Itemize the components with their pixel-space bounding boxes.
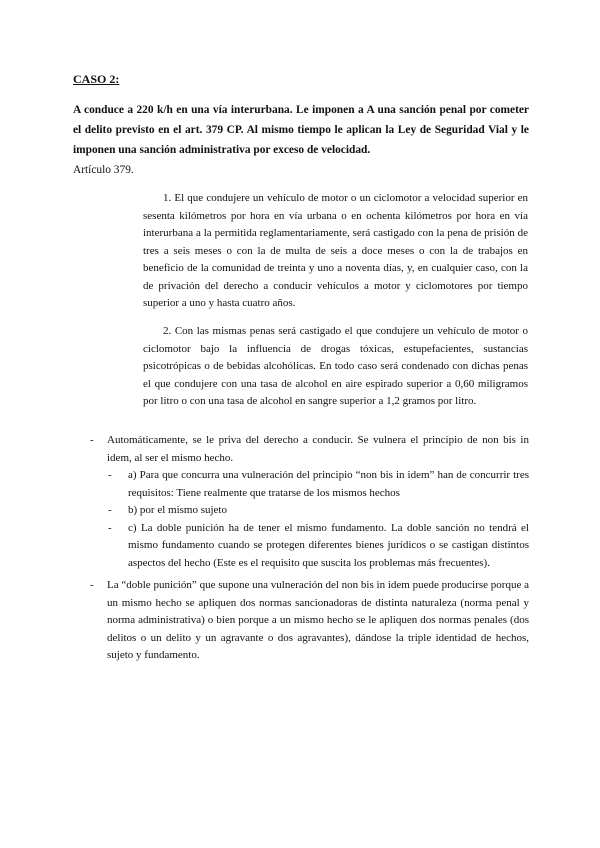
analysis-list — [73, 432, 529, 665]
list-item — [73, 432, 529, 572]
article-paragraph-2 — [143, 323, 528, 411]
bullet-dash: - — [108, 469, 112, 481]
sublist-item — [107, 520, 529, 573]
requirements-sublist — [107, 467, 529, 572]
case-title: CASO 2: — [73, 72, 120, 86]
bullet-dash: - — [108, 521, 112, 534]
bullet-dash: - — [90, 434, 94, 446]
sublist-item — [107, 467, 529, 502]
article-paragraph-1-text: 1. El que condujere un vehículo de motor o un ciclomotor a velocidad superior en sesenta kilómetros por hora en vía urbana o en ochenta kilómetros por hora en vía interurbana a la permitida reglamentariamente, será castigado con la pena de prisión de tres a seis meses o con la de multa de seis a doce meses o con la de trabajos en beneficio de la comunidad de treinta y uno a noventa días, y, en cualquier caso, con la de privación del derecho a conducir vehículos a motor y ciclomotores por tiempo superior a uno y hasta cuatro años. — [143, 192, 528, 309]
article-paragraph-2-text: 2. Con las mismas penas será castigado el que condujere un vehículo de motor o ciclomotor bajo la influencia de drogas tóxicas, estupefacientes, sustancias psicotrópicas o de bebidas alcohólicas. En todo caso será condenado con dichas penas el que condujere con una tasa de alcohol en aire espirado superior a 0,60 miligramos por litro o con una tasa de alcohol en sangre superior a 1,2 gramos por litro. — [143, 325, 528, 407]
list-item-text: La “doble punición” que supone una vulneración del non bis in idem puede producirse porque a un mismo hecho se apliquen dos normas sancionadoras de distinta naturaleza (norma penal y norma administrativa) o bien porque a un mismo hecho se le apliquen dos normas penales (dos delitos o un delito y un agravante o dos agravantes), dándose la triple identidad de hechos, sujeto y fundamento. — [107, 579, 529, 661]
article-label: Artículo 379. — [73, 164, 134, 176]
case-statement: A conduce a 220 k/h en una vía interurbana. Le imponen a A una sanción penal por cometer el delito previsto en el art. 379 CP. Al mismo tiempo le aplican la Ley de Seguridad Vial y le imponen una sanción administrativa por exceso de velocidad. — [73, 104, 529, 156]
sublist-item-text: a) Para que concurra una vulneración del principio “non bis in idem” han de concurrir tres requisitos: Tiene realmente que tratarse de los mismos hechos — [128, 469, 529, 499]
sublist-item-text: b) por el mismo sujeto — [128, 504, 227, 516]
list-item — [73, 577, 529, 665]
list-item-text: Automáticamente, se le priva del derecho a conducir. Se vulnera el principio de non bis in idem, al ser el mismo hecho. — [107, 434, 529, 464]
sublist-item-text: c) La doble punición ha de tener el mismo fundamento. La doble sanción no tendrá el mismo fundamento cuando se protegen diferentes bienes jurídicos o se castigan distintos aspectos del hecho (Este es el requisito que suscita los problemas más frecuentes). — [128, 521, 529, 569]
article-paragraph-1 — [143, 190, 528, 313]
bullet-dash: - — [108, 504, 112, 516]
sublist-item — [107, 502, 529, 520]
bullet-dash: - — [90, 579, 94, 591]
